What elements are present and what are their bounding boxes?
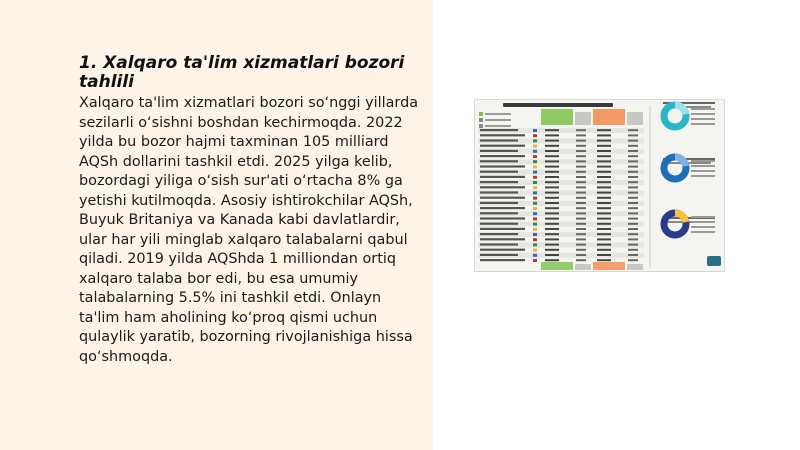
table-cell xyxy=(576,223,586,225)
table-row-label xyxy=(480,197,525,199)
table-cell xyxy=(576,192,586,194)
table-cell xyxy=(628,218,638,220)
table-row-label xyxy=(480,207,525,209)
table-row-label xyxy=(480,212,518,214)
table-row-label xyxy=(480,243,518,245)
table-cell xyxy=(576,207,586,209)
table-cell xyxy=(545,192,559,194)
donut-legend-line xyxy=(691,216,715,218)
table-cell xyxy=(628,150,638,152)
donut-legend-line xyxy=(691,165,715,167)
table-row-label xyxy=(480,233,518,235)
table-footer-orange xyxy=(593,262,625,270)
table-cell xyxy=(576,150,586,152)
table-cell xyxy=(597,181,611,183)
table-cell xyxy=(628,181,638,183)
table-row-flag xyxy=(533,228,537,231)
table-row-label xyxy=(480,254,518,256)
table-cell xyxy=(545,202,559,204)
table-cell xyxy=(628,233,638,235)
legend-line xyxy=(485,113,511,115)
table-cell xyxy=(597,233,611,235)
table-cell xyxy=(545,171,559,173)
table-row-label xyxy=(480,139,518,141)
table-cell xyxy=(576,212,586,214)
table-row-flag xyxy=(533,165,537,168)
donut-legend-line xyxy=(691,118,715,120)
table-cell xyxy=(545,244,559,246)
table-cell xyxy=(628,166,638,168)
table-row-flag xyxy=(533,207,537,210)
table-cell xyxy=(628,134,638,136)
table-cell xyxy=(545,186,559,188)
table-cell xyxy=(576,145,586,147)
table-cell xyxy=(545,129,559,131)
table-header-orange xyxy=(593,109,625,125)
table-row-label xyxy=(480,217,525,219)
table-row-label xyxy=(480,134,525,136)
table-cell xyxy=(576,218,586,220)
corner-logo xyxy=(707,256,721,266)
table-cell xyxy=(576,181,586,183)
table-row-flag xyxy=(533,160,537,163)
table-row-label xyxy=(480,171,518,173)
table-cell xyxy=(576,259,586,261)
table-row-label xyxy=(480,150,518,152)
table-footer-green xyxy=(541,262,573,270)
table-cell xyxy=(576,233,586,235)
donut-legend-line xyxy=(691,231,715,233)
table-cell xyxy=(597,218,611,220)
table-cell xyxy=(597,176,611,178)
table-cell xyxy=(576,166,586,168)
legend-line xyxy=(485,125,511,127)
table-cell xyxy=(628,155,638,157)
table-cell xyxy=(597,150,611,152)
table-row-flag xyxy=(533,186,537,189)
table-row-flag xyxy=(533,150,537,153)
table-cell xyxy=(628,207,638,209)
table-row-flag xyxy=(533,254,537,257)
table-row-label xyxy=(480,176,525,178)
table-row-label xyxy=(480,186,525,188)
table-cell xyxy=(597,134,611,136)
table-cell xyxy=(597,228,611,230)
table-footer-gray xyxy=(575,264,591,270)
table-cell xyxy=(628,244,638,246)
table-row-flag xyxy=(533,202,537,205)
table-cell xyxy=(597,166,611,168)
legend-swatch xyxy=(479,124,483,128)
infographic-image xyxy=(474,99,725,272)
legend-swatch xyxy=(479,118,483,122)
table-row-flag xyxy=(533,238,537,241)
table-cell xyxy=(576,202,586,204)
donut-caption xyxy=(667,162,711,164)
table-row-label xyxy=(480,160,518,162)
table-cell xyxy=(628,176,638,178)
table-cell xyxy=(576,160,586,162)
table-cell xyxy=(545,238,559,240)
table-row-flag xyxy=(533,171,537,174)
legend-line xyxy=(485,119,511,121)
slide-title: 1. Xalqaro ta'lim xizmatlari bozori tahlili xyxy=(79,53,405,92)
table-cell xyxy=(545,166,559,168)
table-row-label xyxy=(480,145,525,147)
table-cell xyxy=(545,212,559,214)
table-row-flag xyxy=(533,249,537,252)
table-row-label xyxy=(480,259,525,261)
table-cell xyxy=(576,249,586,251)
table-cell xyxy=(597,202,611,204)
table-row-flag xyxy=(533,191,537,194)
table-row-label xyxy=(480,223,518,225)
table-row-flag xyxy=(533,197,537,200)
table-cell xyxy=(628,238,638,240)
donut-legend-line xyxy=(691,221,715,223)
table-cell xyxy=(545,145,559,147)
table-row-flag xyxy=(533,243,537,246)
table-cell xyxy=(597,197,611,199)
table-header-gray xyxy=(627,112,643,125)
table-cell xyxy=(545,140,559,142)
table-cell xyxy=(597,145,611,147)
table-cell xyxy=(545,150,559,152)
table-row-label xyxy=(480,129,518,131)
table-cell xyxy=(628,212,638,214)
table-row-label xyxy=(480,202,518,204)
table-cell xyxy=(576,171,586,173)
table-row-label xyxy=(480,191,518,193)
table-cell xyxy=(628,145,638,147)
table-cell xyxy=(597,171,611,173)
table-row-flag xyxy=(533,181,537,184)
slide-body-text: Xalqaro ta'lim xizmatlari bozori so‘nggi yillarda sezilarli o‘sishni boshdan kechirmoqda. 2022 yilda bu bozor hajmi taxminan 105 milliard AQSh dollarini tashkil etdi. 2025 yilga kelib, bozordagi yiliga o‘sish sur'ati o‘rtacha 8% ga yetishi kutilmoqda. Asosiy ishtirokchilar AQSh, Buyuk Britaniya va Kanada kabi davlatlardir, ular har yili minglab xalqaro talabalarni qabul qiladi. 2019 yilda AQShda 1 milliondan ortiq xalqaro talaba bor edi, bu esa umumiy talabalarning 5.5% ini tashkil etdi. Onlayn ta'lim ham aholining ko‘proq qismi uchun qulaylik yaratib, bozorning rivojlanishiga hissa qo‘shmoqda. xyxy=(79,95,419,365)
table-row-label xyxy=(480,155,525,157)
table-cell xyxy=(576,238,586,240)
table-row-label xyxy=(480,238,525,240)
table-row-flag xyxy=(533,212,537,215)
table-header-green xyxy=(541,109,573,125)
table-cell xyxy=(545,160,559,162)
table-row-flag xyxy=(533,259,537,262)
table-cell xyxy=(545,176,559,178)
table-cell xyxy=(597,223,611,225)
table-cell xyxy=(628,129,638,131)
table-cell xyxy=(597,192,611,194)
donut-legend-line xyxy=(691,108,715,110)
table-cell xyxy=(628,197,638,199)
table-cell xyxy=(545,259,559,261)
table-cell xyxy=(628,140,638,142)
table-cell xyxy=(597,212,611,214)
table-cell xyxy=(628,171,638,173)
table-cell xyxy=(597,259,611,261)
table-cell xyxy=(545,134,559,136)
table-cell xyxy=(576,228,586,230)
table-row-flag xyxy=(533,233,537,236)
table-cell xyxy=(576,176,586,178)
table-cell xyxy=(545,181,559,183)
table-cell xyxy=(597,238,611,240)
legend-swatch xyxy=(479,112,483,116)
table-cell xyxy=(545,228,559,230)
table-row-label xyxy=(480,165,525,167)
table-row-flag xyxy=(533,223,537,226)
table-row-flag xyxy=(533,145,537,148)
table-row-flag xyxy=(533,139,537,142)
table-cell xyxy=(628,192,638,194)
table-cell xyxy=(597,249,611,251)
table-cell xyxy=(628,186,638,188)
table-cell xyxy=(597,140,611,142)
donut-legend-line xyxy=(691,175,715,177)
table-cell xyxy=(576,129,586,131)
table-cell xyxy=(576,155,586,157)
table-cell xyxy=(597,254,611,256)
table-cell xyxy=(597,129,611,131)
table-cell xyxy=(545,233,559,235)
table-cell xyxy=(545,249,559,251)
table-cell xyxy=(628,202,638,204)
table-cell xyxy=(545,197,559,199)
table-cell xyxy=(545,254,559,256)
table-cell xyxy=(628,228,638,230)
table-cell xyxy=(628,254,638,256)
donut-legend-line xyxy=(691,123,715,125)
table-cell xyxy=(576,186,586,188)
table-cell xyxy=(628,259,638,261)
table-row-label xyxy=(480,228,525,230)
table-row-flag xyxy=(533,129,537,132)
table-cell xyxy=(545,223,559,225)
donut-legend-line xyxy=(691,160,715,162)
table-header-gray xyxy=(575,112,591,125)
table-cell xyxy=(597,155,611,157)
table-row-flag xyxy=(533,176,537,179)
table-row-flag xyxy=(533,217,537,220)
table-cell xyxy=(628,249,638,251)
table-footer-gray xyxy=(627,264,643,270)
table-cell xyxy=(545,155,559,157)
infographic-header-text xyxy=(503,103,613,107)
table-cell xyxy=(545,207,559,209)
table-cell xyxy=(597,207,611,209)
table-cell xyxy=(597,244,611,246)
donut-legend-line xyxy=(691,226,715,228)
table-cell xyxy=(576,244,586,246)
table-cell xyxy=(576,134,586,136)
table-cell xyxy=(545,218,559,220)
table-row-label xyxy=(480,181,518,183)
table-cell xyxy=(576,197,586,199)
table-row-label xyxy=(480,249,525,251)
table-cell xyxy=(576,254,586,256)
table-cell xyxy=(576,140,586,142)
table-row-flag xyxy=(533,155,537,158)
table-cell xyxy=(597,160,611,162)
table-cell xyxy=(597,186,611,188)
table-cell xyxy=(628,160,638,162)
table-row-flag xyxy=(533,134,537,137)
donut-legend-line xyxy=(691,170,715,172)
table-cell xyxy=(628,223,638,225)
donut-legend-line xyxy=(691,113,715,115)
